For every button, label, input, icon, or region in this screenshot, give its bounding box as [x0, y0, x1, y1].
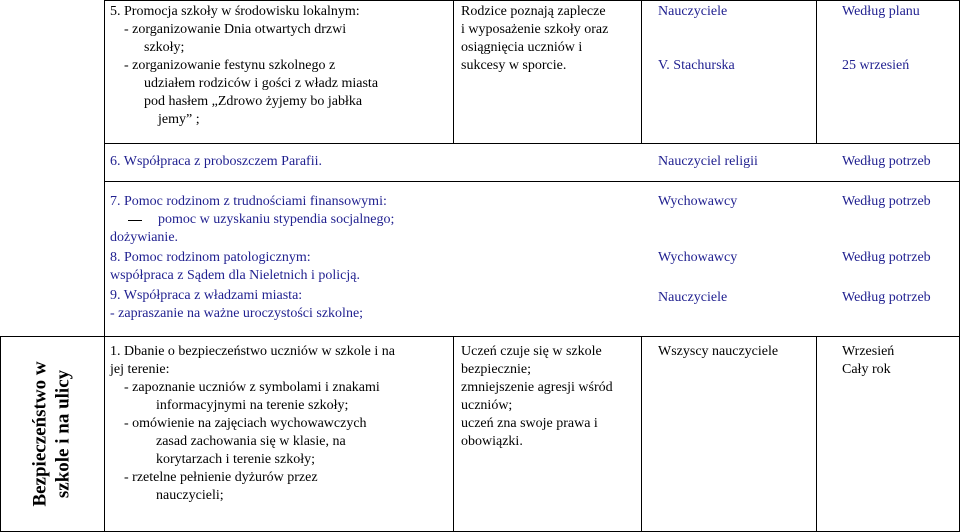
task-text: 8. Pomoc rodzinom patologicznym:: [110, 250, 311, 265]
task-text: pod hasłem „Zdrowo żyjemy bo jabłka: [144, 94, 363, 109]
task-text: - zapoznanie uczniów z symbolami i znakami: [124, 380, 380, 395]
section-label: [0, 336, 104, 532]
grid-line: [453, 0, 454, 143]
task-text: współpraca z Sądem dla Nieletnich i policją.: [110, 268, 360, 283]
grid-line: [104, 181, 960, 182]
term-text: Według potrzeb: [842, 250, 931, 265]
effect-text: uczeń zna swoje prawa i: [461, 416, 598, 431]
effect-text: zmniejszenie agresji wśród: [461, 380, 613, 395]
section-label-line: szkole i na ulicy: [53, 369, 75, 499]
grid-line: [104, 143, 960, 144]
task-text: zasad zachowania się w klasie, na: [156, 434, 346, 449]
term-text: Według planu: [842, 4, 920, 19]
responsible-text: Wychowawcy: [658, 194, 738, 209]
task-text: 9. Współpraca z władzami miasta:: [110, 288, 303, 303]
effect-text: sukcesy w sporcie.: [461, 58, 567, 73]
task-text: dożywianie.: [110, 230, 179, 245]
term-text: 25 wrzesień: [842, 58, 910, 73]
grid-line: [453, 336, 454, 532]
grid-line: [104, 0, 960, 1]
grid-line: [641, 336, 642, 532]
task-text: 1. Dbanie o bezpieczeństwo uczniów w szkole i na: [110, 344, 395, 359]
grid-line: [816, 336, 817, 532]
task-text: 6. Współpraca z proboszczem Parafii.: [110, 154, 322, 169]
task-text: - zorganizowanie festynu szkolnego z: [124, 58, 336, 73]
responsible-text: Nauczyciele: [658, 4, 728, 19]
effect-text: i wyposażenie szkoły oraz: [461, 22, 609, 37]
responsible-text: Wszyscy nauczyciele: [658, 344, 779, 359]
task-text: szkoły;: [144, 40, 185, 55]
task-text: pomoc w uzyskaniu stypendia socjalnego;: [158, 212, 395, 227]
section-label-line: Bezpieczeństwo w: [30, 361, 52, 507]
effect-text: Rodzice poznają zaplecze: [461, 4, 606, 19]
term-text: Według potrzeb: [842, 290, 931, 305]
task-text: jemy” ;: [158, 112, 200, 127]
task-text: - zorganizowanie Dnia otwartych drzwi: [124, 22, 347, 37]
effect-text: obowiązki.: [461, 434, 523, 449]
task-text: - omówienie na zajęciach wychowawczych: [124, 416, 367, 431]
responsible-text: Wychowawcy: [658, 250, 738, 265]
task-text: informacyjnymi na terenie szkoły;: [156, 398, 349, 413]
task-text: korytarzach i terenie szkoły;: [156, 452, 315, 467]
task-text: - rzetelne pełnienie dyżurów przez: [124, 470, 318, 485]
grid-line: [816, 0, 817, 143]
task-text: - zapraszanie na ważne uroczystości szkolne;: [110, 306, 364, 321]
effect-text: uczniów;: [461, 398, 513, 413]
task-text: nauczycieli;: [156, 488, 224, 503]
task-text: 5. Promocja szkoły w środowisku lokalnym:: [110, 4, 360, 19]
responsible-text: V. Stachurska: [658, 58, 735, 73]
effect-text: Uczeń czuje się w szkole: [461, 344, 602, 359]
term-text: Według potrzeb: [842, 154, 931, 169]
grid-line: [104, 0, 105, 532]
responsible-text: Nauczyciele: [658, 290, 728, 305]
task-text: udziałem rodziców i gości z władz miasta: [144, 76, 379, 91]
grid-line: [641, 0, 642, 143]
effect-text: osiągnięcia uczniów i: [461, 40, 583, 55]
task-text: 7. Pomoc rodzinom z trudnościami finansowymi:: [110, 194, 387, 209]
effect-text: bezpiecznie;: [461, 362, 531, 377]
responsible-text: Nauczyciel religii: [658, 154, 758, 169]
task-text: jej terenie:: [110, 362, 170, 377]
term-text: Według potrzeb: [842, 194, 931, 209]
term-text: Cały rok: [842, 362, 891, 377]
term-text: Wrzesień: [842, 344, 895, 359]
